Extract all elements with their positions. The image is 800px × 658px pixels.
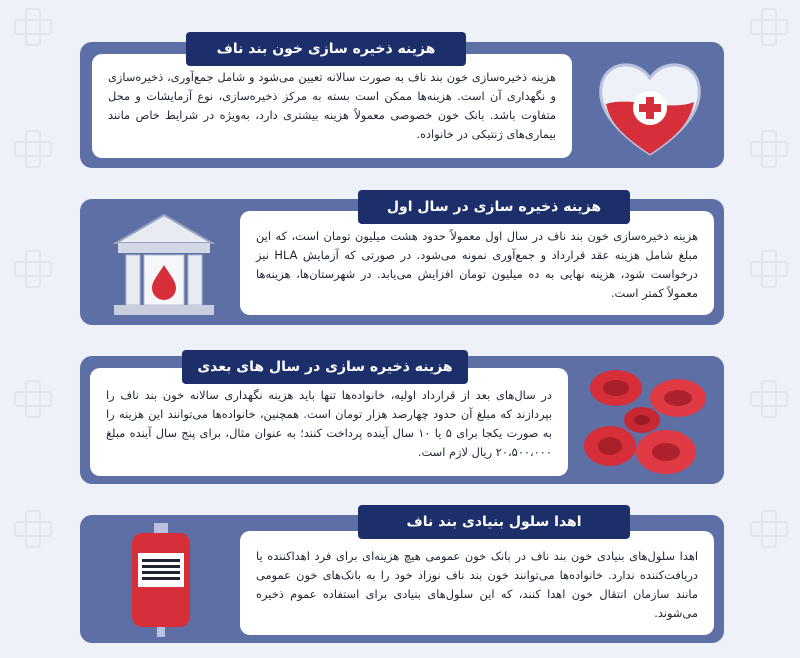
red-blood-cells-icon [580,360,720,480]
background-cross-icon [750,130,784,164]
background-cross-icon [14,250,48,284]
background-cross-icon [750,250,784,284]
background-cross-icon [750,380,784,414]
blood-heart-icon [590,50,710,162]
section-4-text: اهدا سلول‌های بنیادی خون بند ناف در بانک خون عمومی هیچ هزینه‌ای برای فرد اهداکننده یا دریافت‌کننده ندارد. خانواده‌ها می‌توانند خون بند ناف نوزاد خود را به بانک‌های خون عمومی مانند سازمان انتقال خون اهدا کنند، که این سلول‌های بنیادی برای استفاده عموم ذخیره می‌شوند. [240,531,714,635]
section-3-title: هزینه ذخیره سازی در سال های بعدی [182,350,468,384]
background-cross-icon [750,8,784,42]
section-3-text: در سال‌های بعد از قرارداد اولیه، خانواده‌ها تنها باید هزینه نگهداری سالانه خون بند ناف را بپردازند که مبلغ آن حدود چهارصد هزار تومان است. همچنین، خانواده‌ها می‌توانند این هزینه را به صورت یکجا برای ۵ یا ۱۰ سال آینده پرداخت کنند؛ به عنوان مثال، برای پنج سال آینده مبلغ ۲۰،۵۰۰،۰۰۰ ریال لازم است. [90,368,568,476]
section-1-text: هزینه ذخیره‌سازی خون بند ناف به صورت سالانه تعیین می‌شود و شامل جمع‌آوری، ذخیره‌سازی و نگهداری آن است. هزینه‌ها ممکن است بسته به مرکز ذخیره‌سازی، نوع آزمایشات و محل متفاوت باشد. بانک خون خصوصی معمولاً هزینه بیشتری دارد، به‌ویژه در شرایط خاص مانند بیماری‌های ژنتیکی در خانواده. [92,54,572,158]
background-cross-icon [750,510,784,544]
blood-bank-building-icon [108,209,220,319]
section-4-title: اهدا سلول بنیادی بند ناف [358,505,630,539]
background-cross-icon [14,8,48,42]
background-cross-icon [14,510,48,544]
blood-bag-icon [126,523,196,639]
background-cross-icon [14,130,48,164]
background-cross-icon [14,380,48,414]
section-2-text: هزینه ذخیره‌سازی خون بند ناف در سال اول معمولاً حدود هشت میلیون تومان است، که این مبلغ شامل هزینه عقد قرارداد و جمع‌آوری نمونه می‌شود. در صورتی که آزمایش HLA نیز درخواست شود، هزینه نهایی به ده میلیون تومان افزایش می‌یابد. در شهرستان‌ها، هزینه‌ها معمولاً کمتر است. [240,211,714,315]
section-2-title: هزینه ذخیره سازی در سال اول [358,190,630,224]
section-1-title: هزینه ذخیره سازی خون بند ناف [186,32,466,66]
